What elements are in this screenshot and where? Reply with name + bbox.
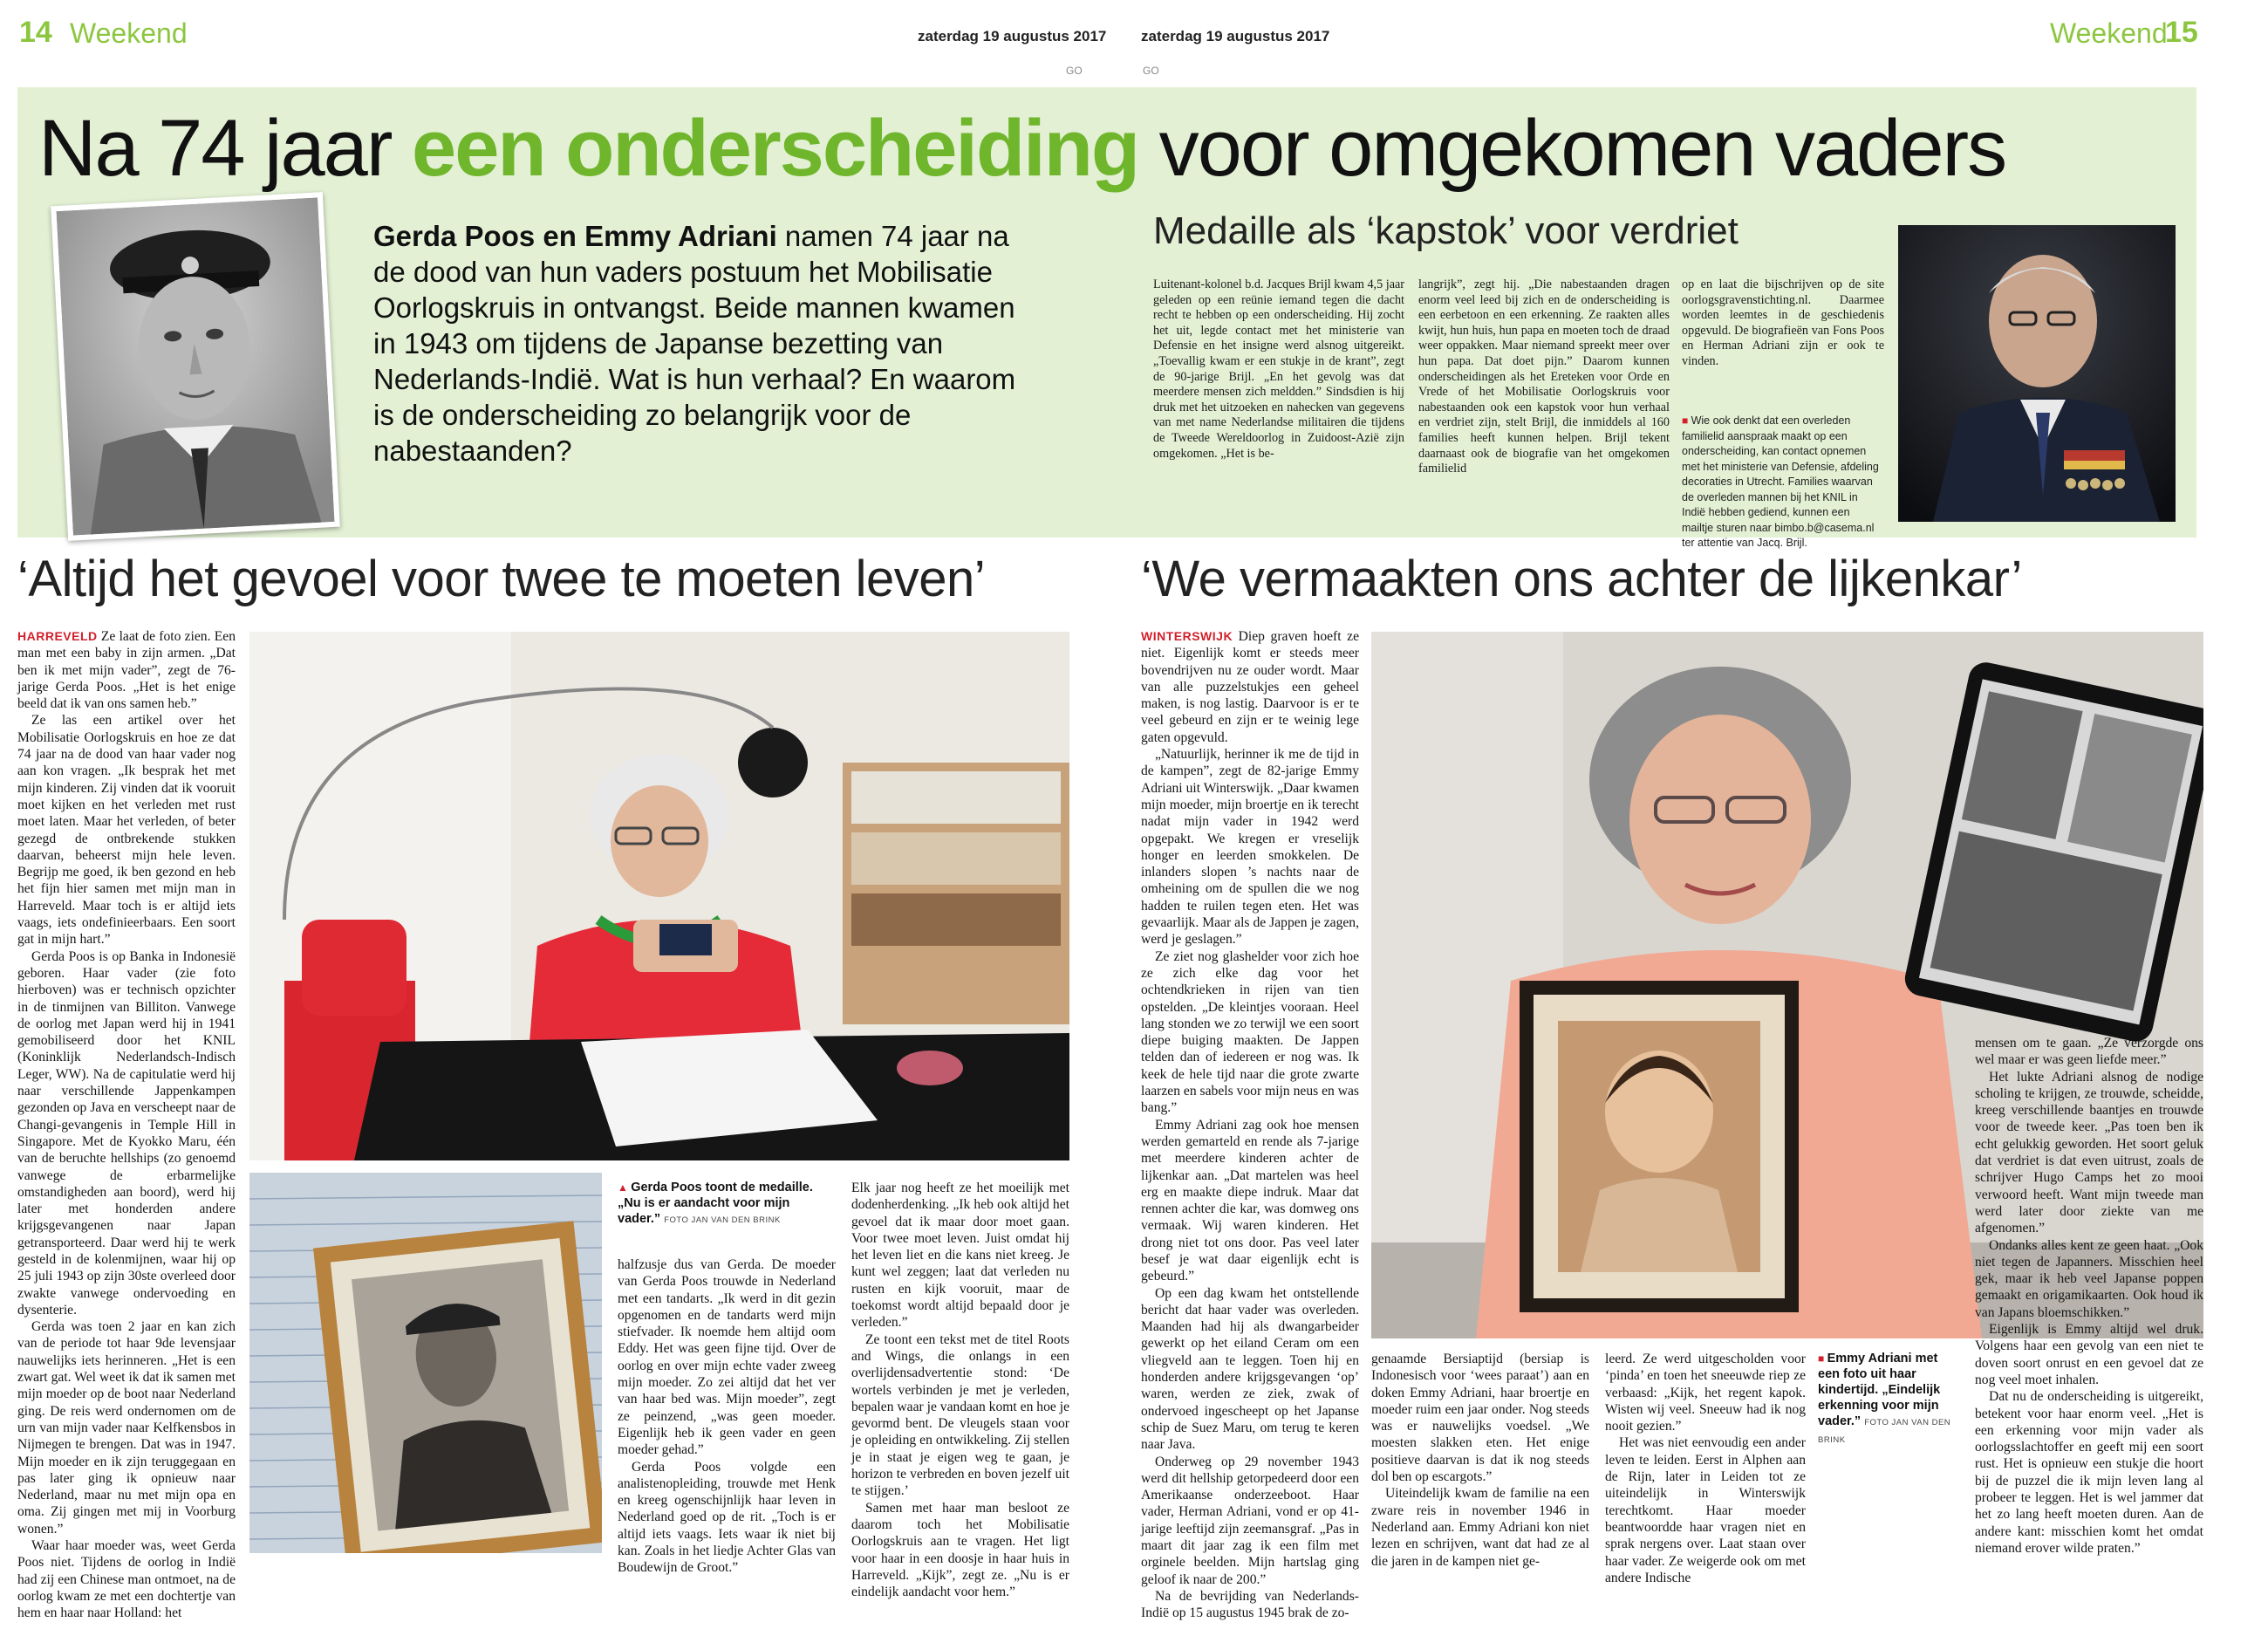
main-headline [38,103,2005,195]
right-col1-para-6: Onderweg op 29 november 1943 werd dit hellship getorpedeerd door een Amerikaanse onderzeeboot. Haar vader, Herman Adriani, vond er op 41-jarige leeftijd zijn zeemansgraf. „Pas in maart dit jaar zag ik een film met orginele beelden. Mijn hartslag ging geloof ik naar de 200.” [1141,1454,1359,1587]
right-article-col-3 [1605,1351,1806,1586]
left-article-title: ‘Altijd het gevoel voor twee te moeten leven’ [17,551,986,607]
header-intro [373,218,1036,469]
right-col3-para-1: leerd. Ze werd uitgescholden voor ‘pinda’ en toen het sneeuwde riep ze verbaasd: „Kijk, het regent kapok. Wisten wij veel. Sneeuw had ik nog nooit gezien.” [1605,1352,1806,1434]
veteran-portrait-image [1898,225,2176,522]
left-article-col-3 [851,1180,1069,1600]
right-col4-para-1: mensen om te gaan. „Ze verzorgde ons wel maar er was geen liefde meer.” [1975,1036,2203,1068]
sidebar-notice [1682,414,1884,551]
left-col1-para-5: Waar haar moeder was, weet Gerda Poos niet. Tijdens de oorlog in Indië had zij een Chinese man ontmoet, na de oorlog kwam ze met een dochtertje van hem en haar naar Holland: het [17,1538,236,1621]
sidebar-col-3: op en laat die bijschrijven op de site oorlogsgravenstichting.nl. Daarmee worden leemtes in de geschiedenis opgevuld. De biografieën van Fons Poos en Herman Adriani zijn er ook te vinden. [1682,277,1884,368]
right-article-col-1 [1141,628,1359,1622]
gerda-poos-photo [249,632,1069,1160]
right-placeline: WINTERSWIJK [1141,629,1233,643]
left-article-col-1 [17,628,236,1622]
right-col4-para-4: Eigenlijk is Emmy altijd wel druk. Volgens haar een gevolg van een niet te doven soort onrust en een gevoel dat ze nog veel moet inhalen. [1975,1322,2203,1387]
right-col1-para-7: Na de bevrijding van Nederlands-Indië op 15 augustus 1945 brak de zo- [1141,1588,1359,1621]
caption-marker-icon: ▲ [618,1181,632,1194]
gerda-poos-image [249,632,1069,1160]
framed-father-image [249,1173,602,1553]
right-col1-para-5: Op een dag kwam het ontstellende bericht dat haar vader was overleden. Maanden had hij als dwangarbeider gewerkt op het eiland Ceram om een vliegveld aan te leggen. Toen hij en honderden andere krijgsgevangen ‘op’ waren, werden ze ziek, zwak of ondervoed ingescheept op het Japanse schip de Suez Maru, om terug te keren naar Java. [1141,1285,1359,1453]
left-col2-para-1: halfzusje dus van Gerda. De moeder van Gerda Poos trouwde in Nederland met een tandarts. „Ik werd in dit gezin opgenomen en de tandarts werd mijn stiefvader. Ik noemde hem altijd oom Eddy. Het was geen fijne tijd. Over de oorlog en over mijn echte vader zweeg mijn moeder. Zo zei altijd dat het ver van haar bed was. Mijn moeder”, zegt ze peinzend, „was geen moeder. Eigenlijk heb ik geen vader en geen moeder gehad.” [618,1257,836,1458]
left-col1-para-2: Ze las een artikel over het Mobilisatie Oorlogskruis en hoe ze dat 74 jaar na de dood van haar vader nog aan kon vragen. „Ik besprak het met mijn kinderen. Zij vinden dat ik vooruit moet kijken en het verleden met rust moet laten. Maar het verleden, of beter gezegd de ontbrekende stukken daarvan, beheerst mijn hele leven. Begrijp me goed, ik ben gezond en heb het fijn hier samen met mijn man in Harreveld. Maar toch is er altijd iets vaags, iets ondefinieerbaars. Een soort gat in mijn hart.” [17,713,236,948]
right-col1-para-1: Diep graven hoeft ze niet. Eigenlijk komt er steeds meer bovendrijven nu ze ouder wordt. Maar van alle puzzelstukjes een geheel maken, is nog lastig. Daarvoor is er te veel gebeurd en zijn er te weinig lege gaten opgevuld. [1141,629,1359,745]
notice-marker-icon: ■ [1682,414,1691,427]
right-col4-para-5: Dat nu de onderscheiding is uitgereikt, betekent voor haar enorm veel. „Het is een erkenning voor mijn vader als oorlogsslachtoffer en geeft mij een soort rust. Het is opnieuw een stukje die hoort bij de puzzel die ik mijn leven lang al probeer te leggen. Het is wel jammer dat het zo lang heeft moeten duren. Aan de andere kant: misschien komt het omdat niemand erover wilde praten.” [1975,1389,2203,1556]
left-col1-para-3: Gerda Poos is op Banka in Indonesië geboren. Haar vader (zie foto hierboven) was er technisch opzichter in de tinmijnen van Billiton. Vanwege de oorlog met Japan werd hij in 1941 gemobiliseerd door het KNIL (Koninklijk Nederlandsch-Indisch Leger, WW). Na de capitulatie werd hij naar verschillende Jappenkampen gezonden op Java en verscheept naar de Changi-gevangenis in Temple Hill in Singapore. Met de Kyokko Maru, één van de beruchte hellships (zo genoemd vanwege de erbarmelijke omstandigheden aan boord), werd hij later met honderden andere krijgsgevangenen naar Japan getransporteerd. Daar werd hij te werk gesteld in de kolenmijnen, waar hij op 25 juli 1943 op zijn 30ste overleed door zwakte vanwege ondervoeding en dysenterie. [17,948,236,1318]
right-date: zaterdag 19 augustus 2017 [1141,28,1330,44]
left-col3-para-3: Samen met haar man besloot ze daarom toch het Mobilisatie Oorlogskruis aan te vragen. Het ligt voor haar in een doosje in haar huis in Harreveld. „Kijk”, zegt ze. „Nu is er eindelijk aandacht voor hem.” [851,1500,1069,1600]
left-col3-para-1: Elk jaar nog heeft ze het moeilijk met dodenherdenking. „Ik heb ook altijd het gevoel dat ik maar door moet gaan. Voor twee moet leven. Juist omdat hij het leven liet en die kans niet kreeg. Je kunt wel zeggen; laat dat verleden nu rusten en kijk vooruit, maar de toekomst wordt altijd bepaald door je verleden.” [851,1181,1069,1331]
right-section-label: Weekend [2050,17,2168,49]
right-article-col-2 [1371,1351,1589,1570]
sidebar-col-1: Luitenant-kolonel b.d. Jacques Brijl kwam 4,5 jaar geleden op een reünie iemand tegen die dacht recht te hebben op een onderscheiding. Hij zocht het uit, legde contact met het ministerie van Defensie en het insigne werd alsnog uitgereikt. „Toevallig kwam er een stukje in de krant”, zegt de 90-jarige Brijl. „En het gevolg was dat meerdere mensen zich meldden.” Sindsdien is hij druk met het uitzoeken en nahecken van gegevens van met name Nederlandse militairen die tijdens de Tweede Wereldoorlog in Zuidoost-Azië zijn omgekomen. „Het is be- [1153,277,1405,461]
left-edition-mark: GO [1066,65,1083,77]
left-date: zaterdag 19 augustus 2017 [918,28,1107,44]
right-col1-para-3: Ze ziet nog glashelder voor zich hoe ze zich elke dag voor het ochtendkrieken in rijen van tien opstelden. „De kleintjes vooraan. Heel lang stonden we zo terwijl we een soort diepe buiging maakten. De Jappen telden dan of iedereen er nog was. Ik keek de hele tijd naar die grote zwarte laarzen en sabels voor mijn neus en was bang.” [1141,948,1359,1116]
intro-names: Gerda Poos en Emmy Adriani [373,220,777,252]
left-article-col-2 [618,1256,836,1577]
notice-text: Wie ook denkt dat een overleden familielid aanspraak maakt op een onderscheiding, kan contact opnemen met het ministerie van Defensie, afdeling decoraties in Utrecht. Families waarvan de overleden mannen bij het KNIL in Indië hebben gediend, kunnen een mailtje sturen naar bimbo.b@casema.nl ter attentie van Jacq. Brijl. [1682,414,1879,549]
left-placeline: HARREVELD [17,629,98,643]
framed-father-photo [249,1173,602,1553]
soldier-portrait-photo [51,192,340,541]
caption-marker-icon: ■ [1818,1352,1827,1365]
right-col3-para-2: Het was niet eenvoudig een ander leven te leiden. Eerst in Alphen aan de Rijn, later in Leiden tot ze uiteindelijk in Winterswijk terechtkomt. Haar moeder beantwoordde haar vragen niet en sprak nergens over. Laat staan over haar vader. Ze weigerde ook om met andere Indische [1605,1435,1806,1585]
right-page-number: 15 [2165,16,2198,49]
left-photo-caption [618,1180,836,1229]
sidebar-title: Medaille als ‘kapstok’ voor verdriet [1153,209,1739,252]
right-article-title: ‘We vermaakten ons achter de lijkenkar’ [1141,551,2022,607]
right-col4-para-2: Het lukte Adriani alsnog de nodige scholing te krijgen, ze trouwde, scheidde, kreeg verschillende baantjes en trouwde voor de tweede keer. „Pas toen ben ik echt gelukkig geworden. Het soort geluk dat verdriet is dat even uitrust, zoals de schrijver Hugo Camps het zo mooi verwoord heeft. Want mijn tweede man werd later door ziekte van me afgenomen.” [1975,1069,2203,1236]
soldier-portrait-image [56,197,334,535]
left-col1-para-4: Gerda was toen 2 jaar en kan zich van de periode tot haar 9de levensjaar nauwelijks iets herinneren. „Het is een zwart gat. Wel weet ik dat ik samen met mijn moeder op de boot naar Nederland ging. De reis werd ondernomen om de urn van mijn vader naar Kelfkensbos in Nijmegen te brengen. Dat was in 1947. Mijn moeder en ik zijn teruggegaan en pas later ging ik opnieuw naar Nederland, maar nu met mijn opa en oma. Zij gingen met mij in Voorburg wonen.” [17,1319,236,1537]
left-col2-para-2: Gerda Poos volgde een analistenopleiding, trouwde met Henk en kreeg ogenschijnlijk haar leven in Nederland goed op de rit. „Toch is er altijd iets vaags. Iets waar ik niet bij kan. Zoals in het liedje Achter Glas van Boudewijn de Groot.” [618,1459,836,1576]
right-caption-text: Emmy Adriani met een foto uit haar kindertijd. „Eindelijk erkenning voor mijn vader.” [1818,1352,1941,1428]
right-col2-para-1: genaamde Bersiaptijd (bersiap is Indonesisch voor ‘wees paraat’) aan en doken Emmy Adriani, haar broertje en moeder ruim een jaar onder. Nog steeds was er nauwelijks voedsel. „We moesten slakken eten. Het enige positieve daarvan is dat ik nog steeds dol ben op escargots.” [1371,1352,1589,1485]
left-caption-text: Gerda Poos toont de medaille. „Nu is er aandacht voor mijn vader.” [618,1181,813,1226]
right-col1-para-2: „Natuurlijk, herinner ik me de tijd in de kampen”, zegt de 82-jarige Emmy Adriani uit Winterswijk. „Daar kwamen mijn moeder, mijn broertje en ik terecht nadat mijn vader in 1942 werd opgepakt. We kregen er vreselijk honger en leerden smokkelen. De inlanders slopen ’s nachts naar de omheining om de spullen die we nog hadden te ruilen tegen eten. Het was gevaarlijk. Maar als de Jappen je zagen, werd je geslagen.” [1141,747,1359,948]
right-edition-mark: GO [1143,65,1159,77]
right-col1-para-4: Emmy Adriani zag ook hoe mensen werden gemarteld en rende als 7-jarige met meerdere kinderen achter de lijkenkar aan. „Dat martelen was heel erg en maakte diepe indruk. Maar dat rennen achter die kar, was domweg ons vermaak. Wij waren kinderen. Het drong niet tot ons door. Pas veel later besef je wat daar eigenlijk echt is gebeurd.” [1141,1117,1359,1284]
left-caption-credit: FOTO JAN VAN DEN BRINK [664,1215,781,1225]
headline-pre: Na 74 jaar [38,104,413,193]
intro-text: namen 74 jaar na de dood van hun vaders postuum het Mobilisatie Oorlogskruis in ontvangst. Beide mannen kwamen in 1943 om tijdens de Japanse bezetting van Nederlands-Indië. Wat is hun verhaal? En waarom is de onderscheiding zo belangrijk voor de nabestaanden? [373,220,1016,467]
left-page-number: 14 [19,16,52,49]
veteran-portrait-photo [1898,225,2176,522]
right-article-col-4 [1975,1035,2203,1557]
headline-post: voor omgekomen vaders [1138,104,2006,193]
right-photo-caption [1818,1351,1957,1448]
sidebar-col-2: langrijk”, zegt hij. „Die nabestaanden dragen enorm veel leed bij zich en de onderscheiding is een eerbetoon en een erkenning. Ze raakten alles kwijt, hun huis, hun papa en moeten toch de draad weer oppakken. Maar niemand spreekt meer over hun papa. Dat doet pijn.” Daarom kunnen onderscheidingen als het Ereteken voor Orde en Vrede of het Mobilisatie Oorlogskruis voor nabestaanden ook een kapstok voor hun verhaal en verdriet zijn, stelt Brijl, die inmiddels al 160 families heeft kunnen helpen. Brijl tekent daarnaast ook de biografie van het omgekomen familielid [1418,277,1670,476]
left-col3-para-2: Ze toont een tekst met de titel Roots and Wings, die onlangs in een overlijdensadvertentie stond: ‘De wortels verbinden je met je verleden, bepalen waar je vandaan komt en hoe je gevormd bent. De vleugels staan voor je opleiding en ontwikkeling. Zij stellen je in staat je eigen weg te gaan, je horizon te verbreden en boven jezelf uit te stijgen.’ [851,1331,1069,1499]
right-caption-credit: FOTO JAN VAN DEN BRINK [1818,1418,1951,1445]
headline-highlight: een onderscheiding [412,104,1139,193]
left-col1-para-1: Ze laat de foto zien. Een man met een baby in zijn armen. „Dat ben ik met mijn vader”, zegt de 76-jarige Gerda Poos. „Het is het enige beeld dat ik van ons samen heb.” [17,629,236,712]
right-col4-para-3: Ondanks alles kent ze geen haat. „Ook niet tegen de Japanners. Misschien heel gek, maar ik heb veel Japanse poppen gemaakt en origamikaarten. Ook houd ik van Japans bloemschikken.” [1975,1237,2203,1320]
left-section-label: Weekend [70,17,188,49]
right-col2-para-2: Uiteindelijk kwam de familie na een zware reis in november 1946 in Nederland aan. Emmy Adriani kon niet lezen en schrijven, want dat had ze al die jaren in de kampen niet ge- [1371,1486,1589,1569]
